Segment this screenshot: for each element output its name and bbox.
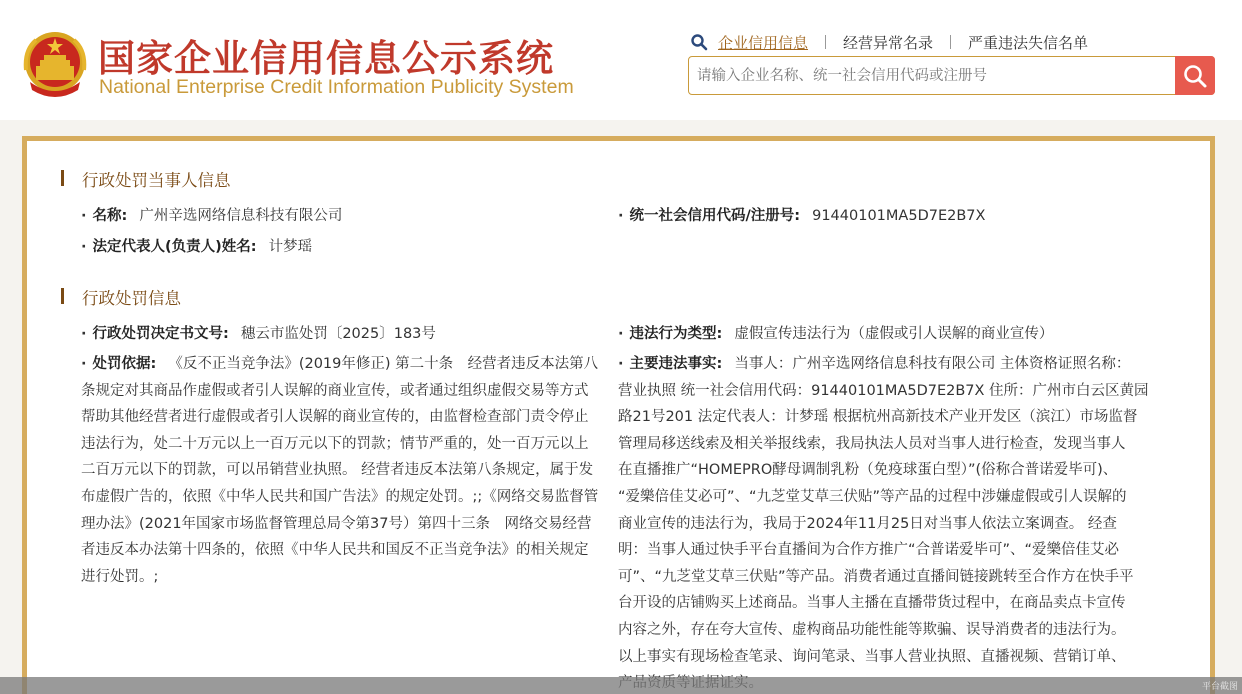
site-title: 国家企业信用信息公示系统 bbox=[98, 37, 554, 80]
violation-type-row: · 违法行为类型: 虚假宣传违法行为（虚假或引人误解的商业宣传） bbox=[618, 326, 1054, 342]
nav-divider bbox=[950, 35, 951, 49]
national-emblem-icon bbox=[22, 30, 88, 98]
site-header bbox=[0, 0, 1242, 120]
party-name-value: 广州辛选网络信息科技有限公司 bbox=[139, 208, 343, 224]
search-box bbox=[688, 56, 1215, 95]
legal-rep-value: 计梦瑶 bbox=[268, 239, 313, 255]
penalty-basis-block: · 处罚依据: 《反不正当竞争法》(2019年修正) 第二十条 经营者违反本法第八 条规定对其商品作虚假或者引人误解的商业宣传，或者通过组织虚假交易等方式 帮助其他经营者进行虚假或者引人误解的商业宣传的，由监督检查部门责令停止 违法行为，处二十万元以上一百万元以下的罚款；情节严重的，处一百万元以上 二百万元以下的罚款，可以吊销营业执照。 经营者违反本法第八条规定，属于发 布虚假广告的，依照《中华人民共和国广告法》的规定处罚。;;《网络交易监督管 理办法》(2021年国家市场监督管理总局令第37号）第四十三条 网络交易经营 者违反本办法第十四条的，依照《中华人民共和国反不正当竞争法》的相关规定 进行处罚。; bbox=[81, 356, 599, 585]
bottom-overlay-bar bbox=[0, 677, 1242, 694]
search-icon bbox=[1182, 63, 1208, 89]
site-subtitle: National Enterprise Credit Information Publicity System bbox=[99, 76, 574, 98]
legal-rep-row: · 法定代表人(负责人)姓名: 计梦瑶 bbox=[81, 239, 313, 255]
party-name-row: · 名称: 广州辛选网络信息科技有限公司 bbox=[81, 208, 343, 224]
search-button[interactable] bbox=[1175, 56, 1215, 95]
detail-panel bbox=[22, 136, 1215, 694]
violation-type-value: 虚假宣传违法行为（虚假或引人误解的商业宣传） bbox=[734, 326, 1054, 342]
decision-no-value: 穗云市监处罚〔2025〕183号 bbox=[240, 326, 436, 342]
watermark-text: 平台截图 bbox=[1201, 682, 1238, 692]
nav-divider bbox=[825, 35, 826, 49]
credit-code-value: 91440101MA5D7E2B7X bbox=[812, 208, 986, 224]
nav-enterprise-credit-info[interactable]: 企业信用信息 bbox=[718, 33, 809, 52]
nav-serious-violation-list[interactable]: 严重违法失信名单 bbox=[968, 33, 1089, 52]
decision-no-row: · 行政处罚决定书文号: 穗云市监处罚〔2025〕183号 bbox=[81, 326, 436, 342]
search-icon bbox=[690, 33, 708, 51]
nav-abnormal-operation-list[interactable]: 经营异常名录 bbox=[843, 33, 934, 52]
top-nav bbox=[690, 31, 1088, 53]
search-input[interactable] bbox=[689, 57, 1175, 94]
party-section-title: 行政处罚当事人信息 bbox=[61, 167, 231, 191]
penalty-section-title: 行政处罚信息 bbox=[61, 285, 181, 309]
credit-code-row: · 统一社会信用代码/注册号: 91440101MA5D7E2B7X bbox=[618, 208, 986, 224]
violation-facts-block: · 主要违法事实: 当事人：广州辛选网络信息科技有限公司 主体资格证照名称： 营业执照 统一社会信用代码：91440101MA5D7E2B7X 住所：广州市白云区黄园 路21号201 法定代表人：计梦瑶 根据杭州高新技术产业开发区（滨江）市场监督 管理局移送线索及相关举报线索，我局执法人员对当事人进行检查，发现当事人 在直播推广“HOMEPRO酵母调制乳粉（免疫球蛋白型）”(俗称合普诺爱毕可)、 “爱樂倍佳艾必可”、“九芝堂艾草三伏贴”等产品的过程中涉嫌虚假或引人误解的 商业宣传的违法行为，我局于2024年11月25日对当事人依法立案调查。 经查 明：当事人通过快手平台直播间为合作方推广“合普诺爱毕可”、“爱樂倍佳艾必 可”、“九芝堂艾草三伏贴”等产品。消费者通过直播间链接跳转至合作方在快手平 台开设的店铺购买上述商品。当事人主播在直播带货过程中，在商品卖点卡宣传 内容之外，存在夸大宣传、虚构商品功能性能等欺骗、误导消费者的违法行为。 以上事实有现场检查笔录、询问笔录、当事人营业执照、直播视频、营销订单、 bbox=[618, 356, 1149, 665]
